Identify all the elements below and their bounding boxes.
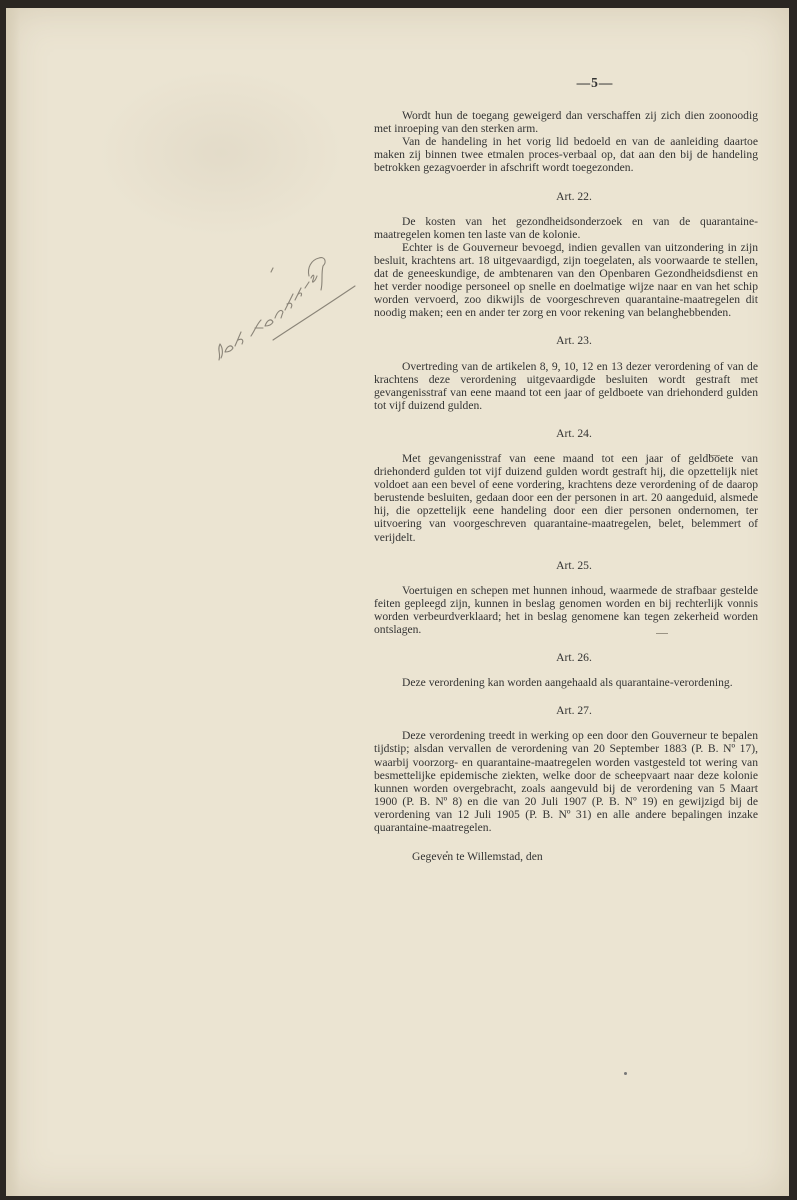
article-heading: Art. 26.	[556, 651, 592, 665]
paragraph: Overtreding van de artikelen 8, 9, 10, 12 en 13 dezer verordening of van de krachtens deze verordening uitgevaardigde besluiten wordt gestraft met gevangenisstraf van eene maand tot een jaar of geldboete van driehonderd gulden tot vijf duizend gulden.	[374, 359, 758, 412]
page-number: —5—	[576, 75, 614, 90]
article-heading: Art. 22.	[556, 189, 592, 203]
article-heading: Art. 25.	[556, 558, 592, 572]
paragraph: Deze verordening treedt in werking op een door den Gouverneur te bepalen tijdstip; alsdan vervallen de verordening van 20 September 1883 (P. B. Nº 17), waarbij voorzorg- en quarantaine-maatregelen worden vastgesteld tot wering van besmettelijke epidemische ziekten, welke door de scheepvaart naar deze kolonie kunnen worden overgebracht, zoals aangevuld bij de verordening van 5 Maart 1900 (P. B. Nº 8) en die van 20 Juli 1907 (P. B. Nº 19) en gewijzigd bij de verordening van 12 Juli 1905 (P. B. Nº 31) en alle andere bepalingen inzake quarantaine-maatregelen.	[374, 729, 758, 835]
article-heading: Art. 24.	[556, 426, 592, 440]
document-text-column	[374, 76, 758, 863]
paragraph: Voertuigen en schepen met hunnen inhoud, waarmede de strafbaar gestelde feiten gepleegd zijn, kunnen in beslag genomen worden en bij rechterlijk vonnis worden verbeurdverklaard; het in beslag genomene kan tegen zekerheid worden ontslagen.	[374, 583, 758, 636]
show-through-text	[96, 68, 346, 238]
paragraph: Met gevangenisstraf van eene maand tot een jaar of geldboete van driehonderd gulden tot vijf duizend gulden wordt gestraft hij, die opzettelijk niet voldoet aan een bevel of eene vordering, krachtens deze verordening of de daarop berustende besluiten, gedaan door een der personen in art. 20 aangeduid, alsmede hij, die opzettelijk eene handeling door een dier personen ondernomen, ter uitvoering van voorgeschreven quarantaine-maatregelen, belet, belemmert of verijdelt.	[374, 451, 758, 544]
article-heading: Art. 23.	[556, 334, 592, 348]
stray-mark-dot	[624, 1072, 627, 1075]
paragraph: Wordt hun de toegang geweigerd dan verschaffen zij zich dien zoonoodig met inroeping van den sterken arm.	[374, 109, 758, 136]
handwritten-pencil-note	[211, 248, 361, 368]
page-edge-shadow	[6, 8, 20, 1196]
paragraph: Van de handeling in het vorig lid bedoeld en van de aanleiding daartoe maken zij binnen twee etmalen proces-verbaal op, dat aan den bij de handeling betrokken gezagvoerder in afschrift wordt toegezonden.	[374, 135, 758, 175]
paragraph: De kosten van het gezondheidsonderzoek en van de quarantaine-maatregelen komen ten laste van de kolonie.	[374, 214, 758, 241]
article-heading: Art. 27.	[556, 704, 592, 718]
signoff-line: Gegeven te Willemstad, den	[412, 850, 543, 864]
scanned-page	[6, 8, 789, 1196]
paragraph: Echter is de Gouverneur bevoegd, indien gevallen van uitzondering in zijn besluit, krachtens art. 18 uitgevaardigd, zijn toegelaten, als voorwaarde te stellen, dat de geneeskundige, de ambtenaren van den Openbaren Gezondheidsdienst en het verder noodige personeel op snelle en doelmatige wijze naar en van het schip worden vervoerd, zoo dikwijls de voorgeschreven quarantaine-maatregelen dit noodig maken; een en ander ter zorg en voor rekening van belanghebbenden.	[374, 240, 758, 320]
paragraph: Deze verordening kan worden aangehaald als quarantaine-verordening.	[402, 676, 733, 690]
